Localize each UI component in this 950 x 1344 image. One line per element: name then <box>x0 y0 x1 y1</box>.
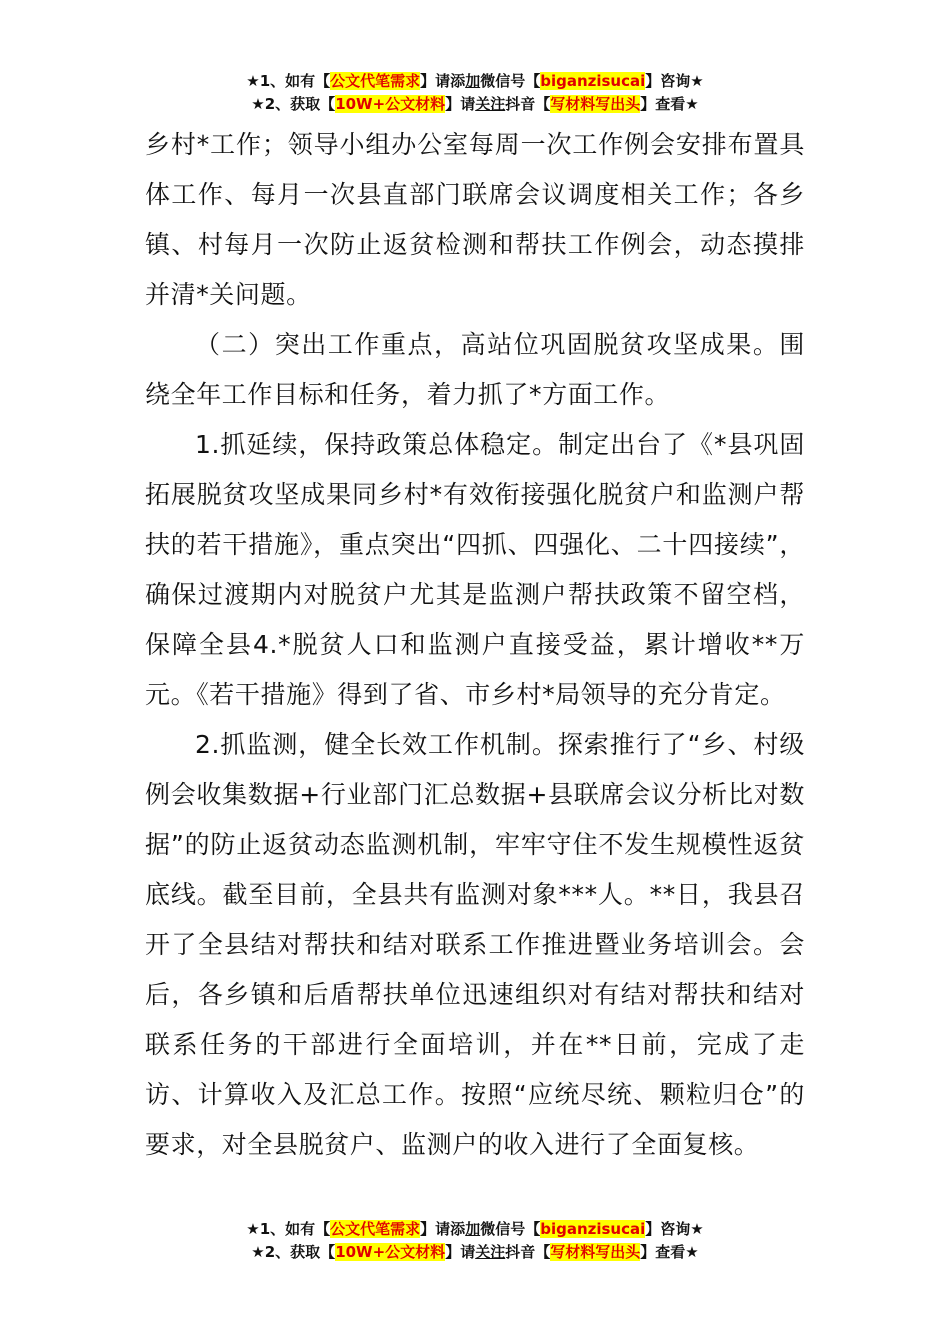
promo-banner-bottom <box>0 1218 950 1264</box>
promo-text: 抖音【 <box>505 1243 551 1261</box>
paragraph-item-2: 2.抓监测，健全长效工作机制。探索推行了“乡、村级例会收集数据+行业部门汇总数据+县联席会议分析比对数据”的防止返贫动态监测机制，牢牢守住不发生规模性返贫底线。截至目前，全县共有监测对象***人。**日，我县召开了全县结对帮扶和结对联系工作推进暨业务培训会。会后，各乡镇和后盾帮扶单位迅速组织对有结对帮扶和结对联系任务的干部进行全面培训，并在**日前，完成了走访、计算收入及汇总工作。按照“应统尽统、颗粒归仓”的要求，对全县脱贫户、监测户的收入进行了全面复核。 <box>145 730 805 1159</box>
promo-highlight-douyin: 写材料写出头 <box>550 95 641 113</box>
promo-text-underlined: 关注 <box>475 1243 506 1261</box>
promo-text: 】请 <box>445 95 476 113</box>
promo-text: ★1、如有【 <box>246 72 331 90</box>
promo-text: 微信号【 <box>480 72 541 90</box>
promo-text-underlined: 加 <box>465 1220 481 1238</box>
promo-highlight-wechat-id: biganzisucai <box>540 72 646 90</box>
paragraph-continued: 乡村*工作；领导小组办公室每周一次工作例会安排布置具体工作、每月一次县直部门联席会议调度相关工作；各乡镇、村每月一次防止返贫检测和帮扶工作例会，动态摸排并清*关问题。 <box>145 130 805 309</box>
promo-highlight-service: 公文代笔需求 <box>330 1220 421 1238</box>
promo-text: 】请 <box>445 1243 476 1261</box>
promo-highlight-wechat-id: biganzisucai <box>540 1220 646 1238</box>
promo-text: 】请添 <box>420 1220 466 1238</box>
promo-banner-top <box>0 70 950 116</box>
promo-highlight-service: 公文代笔需求 <box>330 72 421 90</box>
promo-text: 】查看★ <box>640 1243 699 1261</box>
document-body <box>145 120 805 1170</box>
promo-text: 微信号【 <box>480 1220 541 1238</box>
promo-text-underlined: 加 <box>465 72 481 90</box>
promo-line-2 <box>0 93 950 116</box>
promo-highlight-materials: 10W+公文材料 <box>335 1243 446 1261</box>
paragraph-item-1: 1.抓延续，保持政策总体稳定。制定出台了《*县巩固拓展脱贫攻坚成果同乡村*有效衔接强化脱贫户和监测户帮扶的若干措施》，重点突出“四抓、四强化、二十四接续”，确保过渡期内对脱贫户尤其是监测户帮扶政策不留空档，保障全县4.*脱贫人口和监测户直接受益，累计增收**万元。《若干措施》得到了省、市乡村*局领导的充分肯定。 <box>145 430 805 709</box>
promo-text: ★1、如有【 <box>246 1220 331 1238</box>
promo-line-1 <box>0 1218 950 1241</box>
promo-line-1 <box>0 70 950 93</box>
promo-highlight-douyin: 写材料写出头 <box>550 1243 641 1261</box>
promo-highlight-materials: 10W+公文材料 <box>335 95 446 113</box>
promo-text: ★2、获取【 <box>251 95 336 113</box>
promo-line-2 <box>0 1241 950 1264</box>
promo-text: 】请添 <box>420 72 466 90</box>
paragraph-section-heading: （二）突出工作重点，高站位巩固脱贫攻坚成果。围绕全年工作目标和任务，着力抓了*方面工作。 <box>145 330 805 409</box>
promo-text: ★2、获取【 <box>251 1243 336 1261</box>
promo-text: 】咨询★ <box>645 1220 704 1238</box>
promo-text: 】查看★ <box>640 95 699 113</box>
promo-text: 抖音【 <box>505 95 551 113</box>
promo-text: 】咨询★ <box>645 72 704 90</box>
promo-text-underlined: 关注 <box>475 95 506 113</box>
